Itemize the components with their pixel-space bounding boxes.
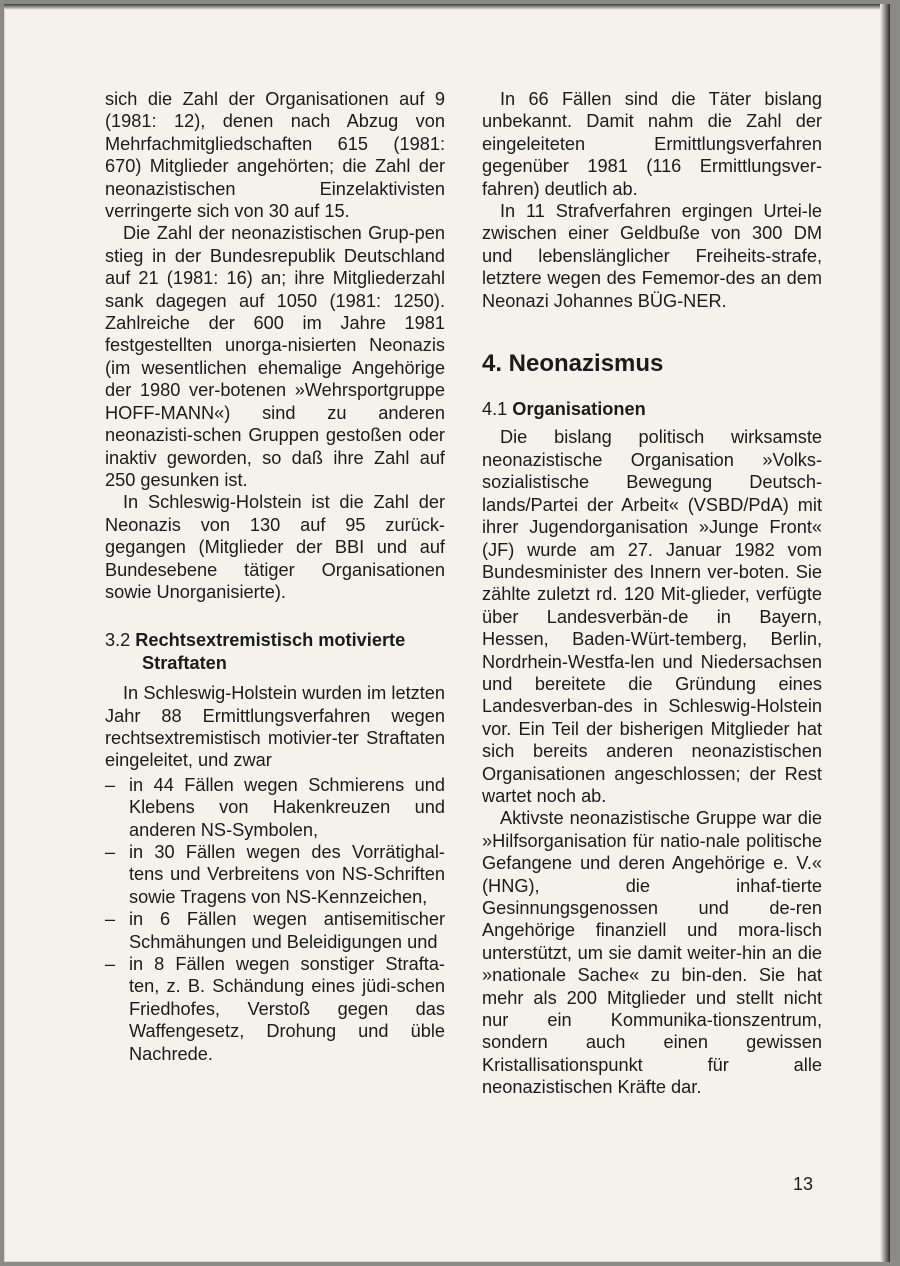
paragraph: Die Zahl der neonazistischen Grup-pen stieg in der Bundesrepublik Deutschland auf 21 (1981: 16) an; ihre Mitgliederzahl sank dagegen auf 1050 (1981: 1250). Zahlreiche der 600 im Jahre 1981 festgestellten unorga-nisierten Neonazis (im wesentlichen ehemalige Angehörige der 1980 ver-botenen »Wehrsportgruppe HOFF-MANN«) sind zu anderen neonazisti-schen Gruppen gestoßen oder inaktiv geworden, so daß ihre Zahl auf 250 gesunken ist. [105, 223, 445, 490]
list-item: – in 8 Fällen wegen sonstiger Strafta-ten, z. B. Schändung eines jüdi-schen Friedhofes, Verstoß gegen das Waffengesetz, Drohung und üble Nachrede. [105, 953, 445, 1065]
page-number: 13 [793, 1174, 814, 1194]
section-title-line2: Straftaten [142, 652, 227, 673]
list-item: – in 6 Fällen wegen antisemitischer Schmähungen und Beleidigungen und [105, 908, 445, 953]
paragraph: In Schleswig-Holstein wurden im letzten Jahr 88 Ermittlungsverfahren wegen rechtsextremistisch motivier-ter Straftaten eingeleitet, und zwar [105, 683, 445, 771]
section-title: Organisationen [512, 399, 646, 420]
offense-list [105, 774, 445, 1065]
document-page [4, 4, 890, 1262]
list-item: – in 30 Fällen wegen des Vorrätighal-tens und Verbreitens von NS-Schriften sowie Tragens von NS-Kennzeichen, [105, 841, 445, 908]
section-number: 4.1 [482, 399, 508, 420]
left-column [105, 88, 445, 1065]
paragraph: In 11 Strafverfahren ergingen Urtei-le zwischen einer Geldbuße von 300 DM und lebenslänglicher Freiheits-strafe, letztere wegen des Fememor-des an dem Neonazi Johannes BÜG-NER. [482, 201, 822, 311]
section-heading-3-2 [105, 629, 445, 674]
section-heading-4-1 [482, 398, 822, 420]
section-title-line1: Rechtsextremistisch motivierte [135, 630, 406, 651]
paragraph: In Schleswig-Holstein ist die Zahl der Neonazis von 130 auf 95 zurück-gegangen (Mitglieder der BBI und auf Bundesebene tätiger Organisationen sowie Unorganisierte). [105, 492, 445, 602]
scan-edge-right [880, 4, 890, 1262]
section-heading-4: 4. Neonazismus [482, 350, 664, 378]
right-column [482, 88, 822, 1099]
section-number: 3.2 [105, 630, 131, 651]
paragraph: Die bislang politisch wirksamste neonazistische Organisation »Volks-sozialistische Bewegung Deutsch-lands/Partei der Arbeit« (VSBD/PdA) mit ihrer Jugendorganisation »Junge Front« (JF) wurde am 27. Januar 1982 vom Bundesminister des Innern ver-boten. Sie zählte zuletzt rd. 120 Mit-glieder, verfügte über Landesverbän-de in Bayern, Hessen, Baden-Würt-temberg, Berlin, Nordrhein-Westfa-len und Niedersachsen und bereitete die Gründung eines Landesverban-des in Schleswig-Holstein vor. Ein Teil der bisherigen Mitglieder hat sich bereits anderen neonazistischen Organisationen angeschlossen; der Rest wartet noch ab. [482, 427, 822, 806]
scan-edge-top [4, 4, 890, 10]
list-item: – in 44 Fällen wegen Schmierens und Klebens von Hakenkreuzen und anderen NS-Symbolen, [105, 774, 445, 841]
paragraph: In 66 Fällen sind die Täter bislang unbekannt. Damit nahm die Zahl der eingeleiteten Ermittlungsverfahren gegenüber 1981 (116 Ermittlungsver-fahren) deutlich ab. [482, 89, 822, 199]
paragraph: Aktivste neonazistische Gruppe war die »Hilfsorganisation für natio-nale politische Gefangene und deren Angehörige e. V.« (HNG), die inhaf-tierte Gesinnungsgenossen und de-ren Angehörige finanziell und mora-lisch unterstützt, um sie damit weiter-hin an die »nationale Sache« zu bin-den. Sie hat mehr als 200 Mitglieder und stellt nicht nur ein Kommunika-tionszentrum, sondern auch einen gewissen Kristallisationspunkt für alle neonazistischen Kräfte dar. [482, 808, 822, 1098]
paragraph: sich die Zahl der Organisationen auf 9 (1981: 12), denen nach Abzug von Mehrfachmitgliedschaften 615 (1981: 670) Mitglieder angehörten; die Zahl der neonazistischen Einzelaktivisten verringerte sich von 30 auf 15. [105, 89, 445, 222]
